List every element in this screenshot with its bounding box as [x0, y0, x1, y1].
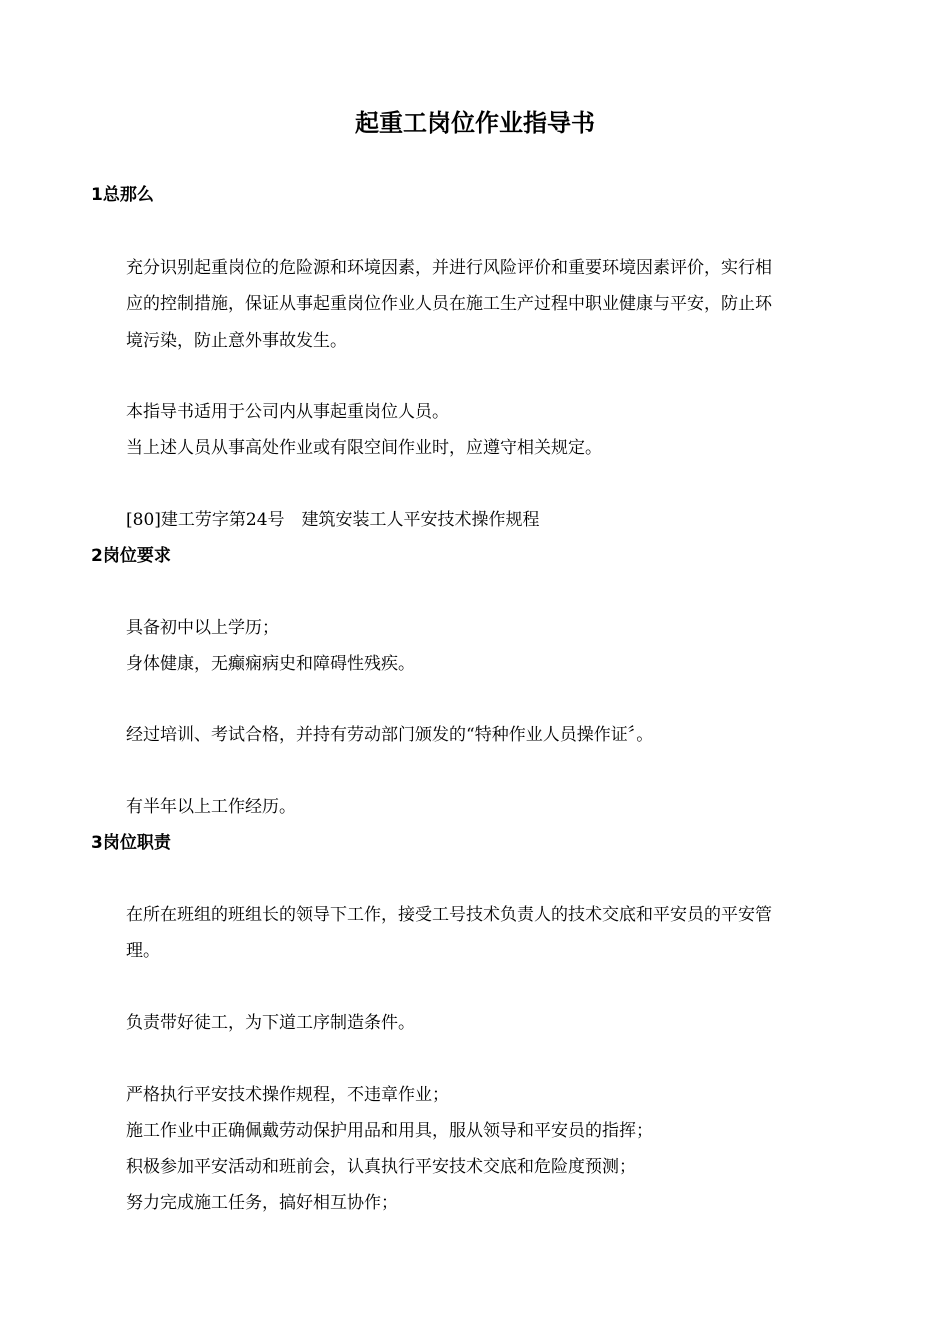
paragraph-line: 积极参加平安活动和班前会，认真执行平安技术交底和危险度预测； [126, 1157, 636, 1177]
paragraph-line: 经过培训、考试合格，并持有劳动部门颁发的“特种作业人员操作证〞。 [126, 725, 654, 745]
paragraph-line: 身体健康，无癫痫病史和障碍性残疾。 [126, 654, 415, 674]
paragraph-line: 本指导书适用于公司内从事起重岗位人员。 [126, 402, 449, 422]
paragraph-line: 应的控制措施，保证从事起重岗位作业人员在施工生产过程中职业健康与平安，防止环 [126, 294, 772, 314]
paragraph-line: [80]建工劳字第24号 建筑安装工人平安技术操作规程 [126, 510, 540, 530]
paragraph-line: 在所在班组的班组长的领导下工作，接受工号技术负责人的技术交底和平安员的平安管 [126, 905, 772, 925]
document-title: 起重工岗位作业指导书 [355, 109, 595, 137]
paragraph-line: 当上述人员从事高处作业或有限空间作业时，应遵守相关规定。 [126, 438, 602, 458]
section-heading-general: 1总那么 [91, 185, 154, 205]
paragraph-line: 具备初中以上学历； [126, 618, 279, 638]
paragraph-line: 理。 [126, 941, 160, 961]
paragraph-line: 负责带好徒工，为下道工序制造条件。 [126, 1013, 415, 1033]
paragraph-line: 境污染，防止意外事故发生。 [126, 331, 347, 351]
section-heading-responsibilities: 3岗位职责 [91, 833, 171, 853]
paragraph-line: 充分识别起重岗位的危险源和环境因素，并进行风险评价和重要环境因素评价，实行相 [126, 258, 772, 278]
paragraph-line: 努力完成施工任务，搞好相互协作； [126, 1193, 398, 1213]
paragraph-line: 施工作业中正确佩戴劳动保护用品和用具，服从领导和平安员的指挥； [126, 1121, 653, 1141]
paragraph-line: 严格执行平安技术操作规程，不违章作业； [126, 1085, 449, 1105]
section-heading-requirements: 2岗位要求 [91, 546, 171, 566]
paragraph-line: 有半年以上工作经历。 [126, 797, 296, 817]
